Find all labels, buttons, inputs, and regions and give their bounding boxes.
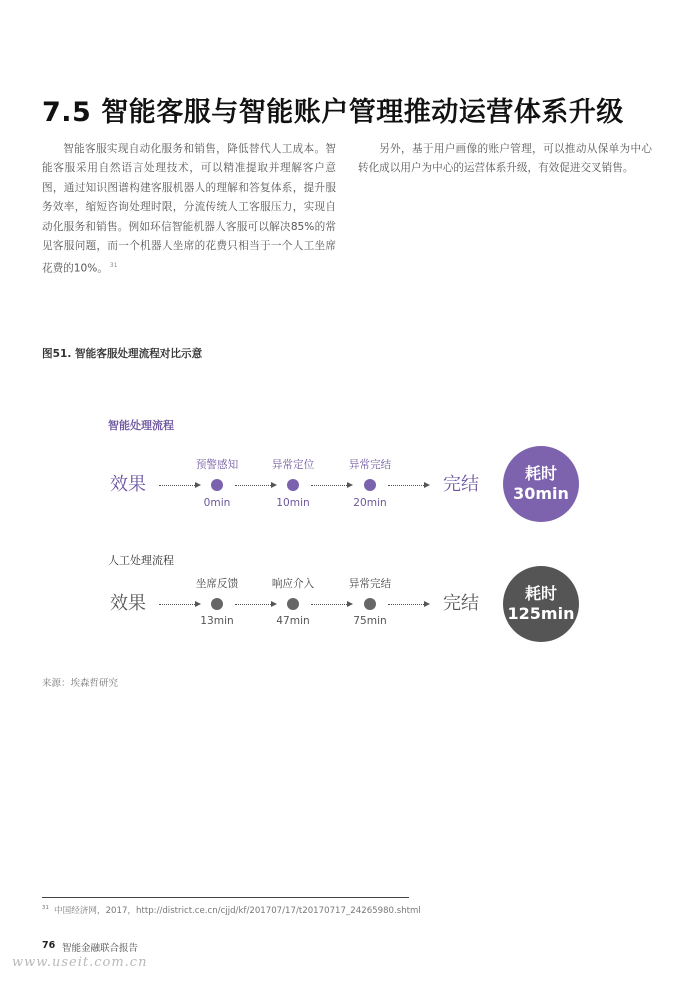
smart-flow-label: 智能处理流程 xyxy=(108,419,174,432)
smart-step-3-dot xyxy=(364,479,376,491)
smart-end-label: 完结 xyxy=(443,474,479,495)
manual-arrow-3 xyxy=(311,604,351,605)
smart-step-1-dot xyxy=(211,479,223,491)
smart-step-3-name: 异常完结 xyxy=(348,459,392,471)
report-name: 智能金融联合报告 xyxy=(62,943,139,954)
smart-total-line2: 30min xyxy=(513,484,569,503)
smart-arrow-2 xyxy=(235,485,275,486)
smart-step-2-time: 10min xyxy=(276,497,310,509)
manual-flow-label: 人工处理流程 xyxy=(108,554,174,567)
figure-source: 来源：埃森哲研究 xyxy=(42,678,119,689)
smart-start-label: 效果 xyxy=(110,474,146,495)
manual-step-3-name: 异常完结 xyxy=(348,578,392,590)
manual-end-label: 完结 xyxy=(443,593,479,614)
manual-step-2-time: 47min xyxy=(276,615,310,627)
smart-step-1-time: 0min xyxy=(203,497,231,509)
manual-start-label: 效果 xyxy=(110,593,146,614)
manual-step-1-time: 13min xyxy=(200,615,234,627)
section-title: 7.5 智能客服与智能账户管理推动运营体系升级 xyxy=(42,97,624,128)
smart-step-1-name: 预警感知 xyxy=(195,459,239,471)
manual-step-3-dot xyxy=(364,598,376,610)
footnote-divider xyxy=(42,897,409,898)
smart-total-line1: 耗时 xyxy=(524,464,557,483)
left-column xyxy=(42,140,336,279)
right-paragraph: 另外，基于用户画像的账户管理，可以推动从保单为中心转化成以用户为中心的运营体系升级，有效促进交叉销售。 xyxy=(358,143,652,175)
footnote-text: 中国经济网，2017，http://district.ce.cn/cjjd/kf/201707/17/t20170717_24265980.shtml xyxy=(54,906,421,916)
manual-step-2-dot xyxy=(287,598,299,610)
smart-arrow-4 xyxy=(388,485,428,486)
manual-arrow-4 xyxy=(388,604,428,605)
manual-total-line1: 耗时 xyxy=(524,584,557,603)
manual-total-line2: 125min xyxy=(507,604,575,623)
smart-arrow-3 xyxy=(311,485,351,486)
smart-step-2-name: 异常定位 xyxy=(271,459,315,471)
figure-caption: 图51. 智能客服处理流程对比示意 xyxy=(42,348,203,360)
manual-arrow-1 xyxy=(159,604,199,605)
smart-step-2-dot xyxy=(287,479,299,491)
manual-step-2-name: 响应介入 xyxy=(271,578,315,590)
page-number: 76 xyxy=(42,940,56,951)
manual-step-1-dot xyxy=(211,598,223,610)
manual-step-3-time: 75min xyxy=(353,615,387,627)
manual-total-badge xyxy=(503,566,579,642)
footnote xyxy=(42,904,421,916)
manual-step-1-name: 坐席反馈 xyxy=(195,578,239,590)
smart-total-badge xyxy=(503,446,579,522)
footnote-ref: 31 xyxy=(109,262,118,270)
watermark: www.useit.com.cn xyxy=(12,955,148,970)
left-paragraph: 智能客服实现自动化服务和销售，降低替代人工成本。智能客服采用自然语言处理技术，可以精准提取并理解客户意图，通过知识图谱构建客服机器人的理解和答复体系，提升服务效率，缩短咨询处理时限，分流传统人工客服压力，实现自动化服务和销售。例如环信智能机器人客服可以解决85%的常见客服问题，而一个机器人坐席的花费只相当于一个人工坐席花费的10%。 $^{31}$ xyxy=(42,143,336,275)
smart-step-3-time: 20min xyxy=(353,497,387,509)
footnote-number: 31 xyxy=(42,905,49,912)
manual-arrow-2 xyxy=(235,604,275,605)
smart-arrow-1 xyxy=(159,485,199,486)
right-column xyxy=(358,140,652,179)
